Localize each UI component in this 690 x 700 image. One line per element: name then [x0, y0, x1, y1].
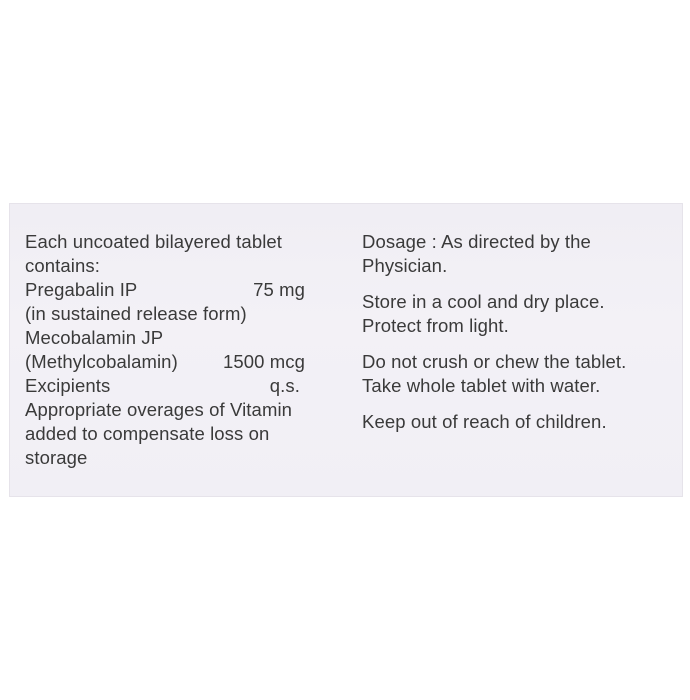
ingredient-name: (Methylcobalamin)	[25, 351, 178, 372]
ingredient-name: Pregabalin IP	[25, 279, 138, 300]
composition-column	[25, 230, 325, 470]
ingredient-row	[25, 350, 305, 374]
ingredient-amount: 1500 mcg	[222, 351, 305, 372]
ingredient-row	[25, 302, 325, 326]
composition-intro-line2: contains:	[25, 255, 100, 276]
medicine-carton-panel	[10, 204, 682, 496]
ingredient-amount: q.s.	[269, 375, 300, 396]
storage-line: Store in a cool and dry place.	[362, 291, 605, 312]
overage-note-line: storage	[25, 447, 88, 468]
handling-line: Do not crush or chew the tablet.	[362, 351, 627, 372]
composition-intro-line1: Each uncoated bilayered tablet	[25, 231, 283, 252]
ingredient-row	[25, 374, 300, 398]
ingredient-name: (in sustained release form)	[25, 303, 247, 324]
storage-block	[362, 290, 672, 338]
ingredient-name: Mecobalamin JP	[25, 327, 164, 348]
overage-note-line: added to compensate loss on	[25, 423, 270, 444]
storage-line: Protect from light.	[362, 315, 509, 336]
dosage-block	[362, 230, 672, 278]
handling-line: Take whole tablet with water.	[362, 375, 601, 396]
ingredient-amount: 75 mg	[253, 279, 305, 300]
ingredient-row	[25, 278, 305, 302]
dosage-line: Dosage : As directed by the	[362, 231, 591, 252]
dosage-line: Physician.	[362, 255, 448, 276]
ingredient-name: Excipients	[25, 375, 111, 396]
ingredient-row	[25, 326, 325, 350]
instructions-column	[362, 230, 672, 446]
overage-note-line: Appropriate overages of Vitamin	[25, 399, 293, 420]
handling-block	[362, 350, 672, 398]
warning-line: Keep out of reach of children.	[362, 411, 607, 432]
warning-block	[362, 410, 672, 434]
